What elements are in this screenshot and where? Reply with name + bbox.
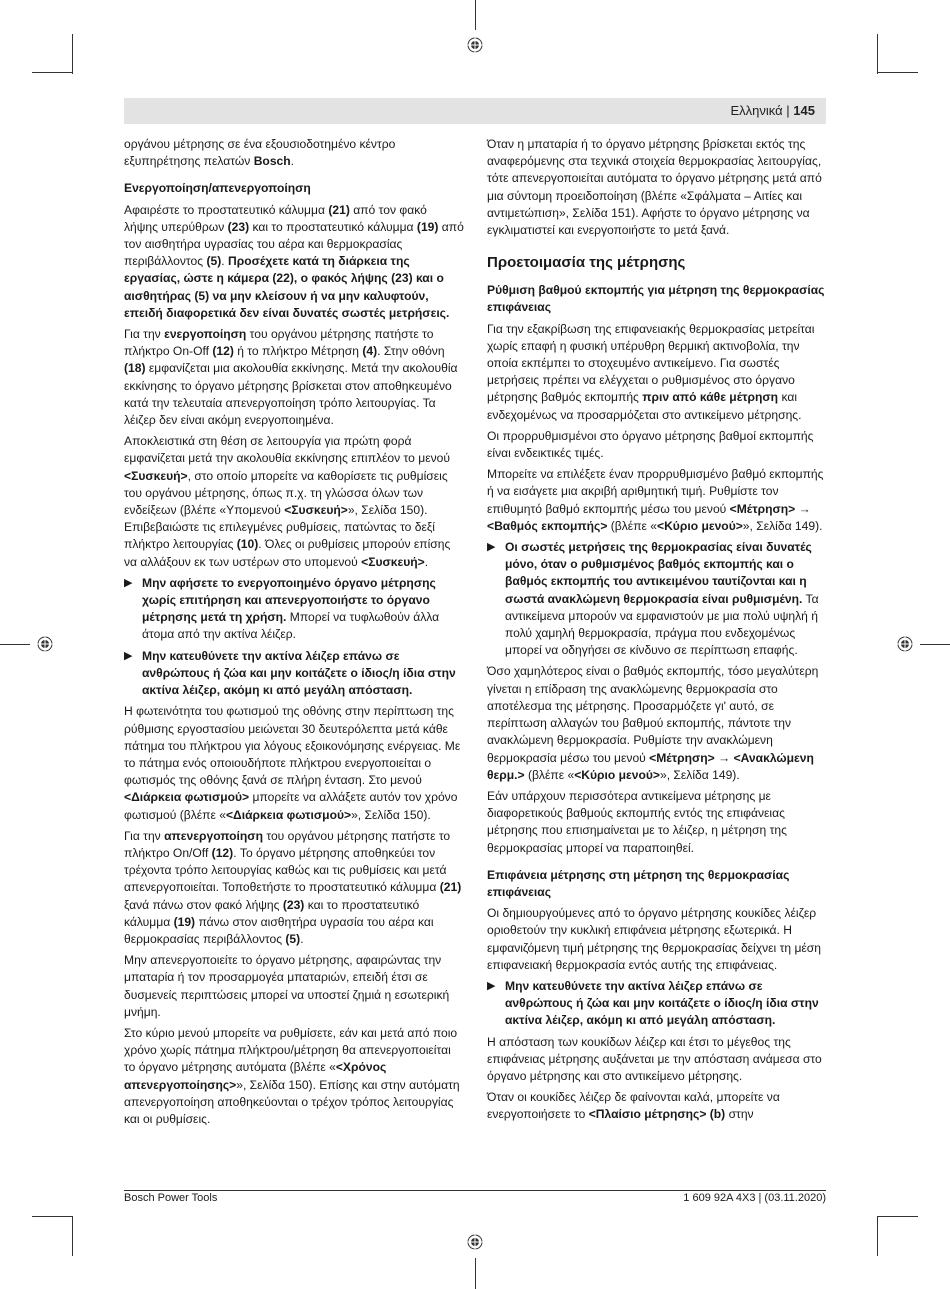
text-run: Αφαιρέστε το προστατευτικό κάλυμμα [124,202,329,217]
center-mark-bottom-v [475,1258,476,1289]
page-number: 145 [793,103,815,118]
text-run: Για την εξακρίβωση της επιφανειακής θερμοκρασίας μετρείται χωρίς επαφή η φυσική υπέρυθρη θερμική ακτινοβολία, την οποία εκπέμπει το στοχευμένο αντικείμενο. Για σωστές μετρήσεις πρέπει να ελέγχεται ο ρυθμισμένος στο όργανο μέτρησης βαθμός εκπομπής [487,321,815,405]
text-run: . Το όργανο μέτρησης αποθηκεύει τον τρέχοντα τρόπο λειτουργίας καθώς και τις ρυθμίσεις και μετά απενεργοποιείται. Τοποθετήστε το προστατευτικό κάλυμμα [124,845,447,895]
warning-bullet [124,648,464,700]
text-run: του οργάνου μέτρησης πατήστε το πλήκτρο On/Off [124,828,451,860]
paragraph [487,905,827,974]
text-run: από τον αισθητήρα υγρασίας του αέρα και θερμοκρασίας περιβάλλοντος [124,219,464,269]
text-run: → [795,501,811,516]
paragraph [487,1034,827,1086]
bold-text: <Ανακλώμενη θερμ.> [487,750,814,782]
crop-mark-top-left-v [72,34,73,74]
center-mark-left-h [0,644,30,645]
paragraph [487,428,827,462]
bold-text: <Μέτρηση> [729,501,796,516]
text-run: Όσο χαμηλότερος είναι ο βαθμός εκπομπής, τόσο μεγαλύτερη γίνεται η επίδραση της ανακλώμενης θερμοκρασία στο αποτέλεσμα της μέτρησης. Προσαρμόζετε γι' αυτό, σε περίπτωση αλλαγών του βαθμού εκπομπής, πάντοτε την ανακλώμενη θερμοκρασία. Ρυθμίστε την ανακλώμενη θερμοκρασία μέσω του μενού [487,664,819,765]
text-run: Όταν η μπαταρία ή το όργανο μέτρησης βρίσκεται εκτός της αναφερόμενης στα τεχνικά στοιχεία θερμοκρασίας λειτουργίας, τότε απενεργοποιείται αυτόματα το όργανο μέτρησης μετά από μια σύντομη προειδοποίηση (βλέπε «Σφάλματα – Αιτίες και αντιμετώπιση», Σελίδα 151). Αφήστε το όργανο μέτρησης να εγκλιματιστεί και ενεργοποιήστε το μετά ξανά. [487,137,822,238]
center-mark-right-h [920,644,950,645]
text-run: . Όλες οι ρυθμίσεις μπορούν επίσης να αλλάξουν εκ των υστέρων στο υπομενού [124,537,451,569]
registration-crosshair-left-icon [36,635,54,653]
paragraph [124,326,464,429]
text-run: στην [725,1107,754,1122]
paragraph [487,136,827,239]
text-run: . [424,554,429,569]
bold-text: <Διάρκεια φωτισμού> [225,807,352,822]
registration-crosshair-bottom-icon [466,1233,484,1251]
bullet-arrow-icon: ▶ [487,541,496,554]
text-run: και το προστατευτικό κάλυμμα [124,897,420,929]
paragraph [124,1025,464,1128]
crop-mark-bottom-right-v [877,1216,878,1256]
text-run: », Σελίδα 150). Επιβεβαιώστε τις επιλεγμένες ρυθμίσεις, πατώντας το δεξί πλήκτρο λειτουργίας [124,503,435,552]
footer-brand: Bosch Power Tools [124,1192,218,1204]
text-run: Μπορείτε να επιλέξετε έναν προρρυθμισμένο βαθμό εκπομπής ή να εισάγετε μια ακριβή αριθμητική τιμή. Ρυθμίστε τον επιθυμητό βαθμό εκπομπής μέσω του μενού [487,467,824,516]
bold-text: (18) [124,361,146,376]
text-run: και ενδεχομένως να προσαρμόζεται στο αντικείμενο μέτρησης. [487,390,802,422]
paragraph [487,663,827,783]
text-run: ή το πλήκτρο Μέτρηση [233,344,363,359]
bold-text: (10) [236,537,259,552]
bold-text: (12) [211,845,234,860]
text-run: », Σελίδα 150). [351,807,431,822]
bold-text: Προσέχετε κατά τη διάρκεια της εργασίας, ώστε η κάμερα (22), ο φακός λήψης (23) και ο αισθητήρας (5) να μην κλείσουν ή να μην καλυφτούν, επειδή διαφορετικά δεν είναι δυνατές σωστές μετρήσεις. [124,254,450,320]
bold-text: (12) [212,344,234,359]
text-run: → [714,750,734,765]
text-run: μπορείτε να αλλάξετε αυτόν τον χρόνο φωτισμού (βλέπε « [124,790,458,822]
text-run: εμφανίζεται μια ακολουθία εκκίνησης. Μετά την ακολουθία εκκίνησης το όργανο μέτρησης βρίσκεται στον αποθηκευμένο κατά την τελευταία απενεργοποίηση τρόπο λειτουργίας. Τα λέιζερ δεν είναι ακόμη ενεργοποιημένα. [124,361,458,428]
bold-text: (5) [206,254,222,269]
bold-text: Οι σωστές μετρήσεις της θερμοκρασίας είναι δυνατές μόνο, όταν ο ρυθμισμένος βαθμός εκπομπής και ο βαθμός εκπομπής του αντικειμένου ταυτίζονται και η σωστά ανακλώμενη θερμοκρασία είναι ρυθμισμένη. [505,540,812,606]
text-run: (βλέπε « [524,767,575,782]
section-heading [487,867,827,901]
crop-mark-bottom-left-h [32,1216,72,1217]
text-run: . Στην οθόνη [377,344,445,359]
paragraph [124,136,464,170]
section-heading [124,180,464,197]
bold-text: <Συσκευή> [284,503,348,518]
text-run: . [290,154,295,169]
text-run: Όταν οι κουκίδες λέιζερ δε φαίνονται καλά, μπορείτε να ενεργοποιήσετε το [487,1090,780,1122]
header-language: Ελληνικά [730,103,783,118]
bold-text: (5) [285,931,301,946]
bold-text: (21) [328,202,350,217]
bold-text: Bosch [253,154,291,169]
text-run: Ρύθμιση βαθμού εκπομπής για μέτρηση της θερμοκρασίας επιφάνειας [487,283,825,315]
bold-text: (21) [439,880,462,895]
crop-mark-top-right-v [877,34,878,74]
header-separator: | [786,103,790,118]
bullet-arrow-icon: ▶ [124,649,133,662]
crop-mark-top-left-h [32,72,72,73]
text-run: (βλέπε « [607,518,658,533]
bold-text: Μην κατευθύνετε την ακτίνα λέιζερ επάνω σε ανθρώπους ή ζώα και μην κοιτάζετε ο ίδιος/η ίδια στην ακτίνα λέιζερ, ακόμη κι από μεγάλη απόσταση. [142,648,456,698]
bold-text: (19) [173,914,196,929]
page-header [731,103,816,118]
text-run: Μην απενεργοποιείτε το όργανο μέτρησης, αφαιρώντας την μπαταρία ή τον προσαρμογέα μπαταριών, επειδή έτσι σε δυσμενείς περιπτώσεις μπορεί να υποστεί ζημιά η εσωτερική μνήμη. [124,953,450,1019]
text-run: Προετοιμασία της μέτρησης [487,254,686,272]
text-run: και το προστατευτικό κάλυμμα [249,219,417,234]
text-run: Εάν υπάρχουν περισσότερα αντικείμενα μέτρησης με διαφορετικούς βαθμούς εκπομπής εντός της επιφάνειας μέτρησης που επισημαίνεται με το λέιζερ, η μέτρηση της θερμοκρασίας μπορεί να παραποιηθεί. [487,788,787,855]
center-mark-top-v [475,0,476,30]
bold-text: (23) [227,219,250,234]
bold-text: <Κύριο μενού> [574,767,660,782]
text-run: Οι δημιουργούμενες από το όργανο μέτρησης κουκίδες λέιζερ οριοθετούν την κυκλική επιφάνεια μέτρησης εξωτερικά. Η εμφανιζόμενη τιμή μέτρησης της θερμοκρασίας δείχνει τη μέση επιφανειακή θερμοκρασία εντός αυτής της επιφάνειας. [487,906,821,972]
text-run: από τον φακό λήψης υπερύθρων [124,202,427,234]
text-run: Οι προρρυθμισμένοι στο όργανο μέτρησης βαθμοί εκπομπής είναι ενδεικτικές τιμές. [487,428,814,461]
paragraph [124,828,464,948]
text-run: », Σελίδα 149). [742,518,823,533]
bold-text: <Συσκευή> [361,554,425,569]
section-heading [487,282,827,316]
paragraph [124,433,464,571]
bold-text: <Βαθμός εκπομπής> [487,518,608,533]
bold-text: (19) [416,219,439,234]
paragraph [487,466,827,535]
warning-bullet [487,978,827,1030]
text-run: Επιφάνεια μέτρησης στη μέτρηση της θερμοκρασίας επιφάνειας [487,867,790,899]
bullet-arrow-icon: ▶ [487,979,496,992]
footer-doc-id: 1 609 92A 4X3 | (03.11.2020) [683,1192,826,1204]
paragraph [124,952,464,1021]
page-header-bar [124,98,826,124]
paragraph [487,788,827,857]
text-run: . [300,931,304,946]
text-run: πάνω στον αισθητήρα υγρασία του αέρα και θερμοκρασίας περιβάλλοντος [124,914,434,946]
text-run: Αποκλειστικά στη θέση σε λειτουργία για πρώτη φορά εμφανίζεται μετά την ακολουθία εκκίνησης επιπλέον το μενού [124,434,450,466]
bold-text: (4) [362,344,378,359]
text-run: », Σελίδα 150). Επίσης και στην αυτόματη απενεργοποίηση αποθηκεύονται ο τρέχον τρόπος λειτουργίας και οι ρυθμίσεις. [124,1077,460,1126]
crop-mark-bottom-right-h [878,1216,918,1217]
paragraph [487,1089,827,1123]
text-run: . [221,254,228,269]
registration-crosshair-right-icon [896,635,914,653]
text-run: του οργάνου μέτρησης πατήστε το πλήκτρο On-Off [124,327,434,359]
text-run: », Σελίδα 149). [659,767,740,782]
text-run: Η φωτεινότητα του φωτισμού της οθόνης στην περίπτωση της ρύθμισης εργοστασίου μειώνεται 30 δευτερόλεπτα μετά κάθε πάτημα του πλήκτρου για λόγους εξοικονόμησης ενέργειας. Με το πάτημα ενός οποιουδήποτε πλήκτρου ενεργοποιείται ο φωτισμός της οθόνης ξανά σε πλήρη ένταση. Στο μενού [124,704,461,788]
warning-bullet [487,539,827,659]
text-run: Ενεργοποίηση/απενεργοποίηση [124,181,311,196]
paragraph [124,703,464,823]
text-run: Μπορεί να τυφλωθούν άλλα άτομα από την ακτίνα λέιζερ. [142,610,440,642]
bold-text: Μην κατευθύνετε την ακτίνα λέιζερ επάνω σε ανθρώπους ή ζώα και μην κοιτάζετε ο ίδιος/η ίδια στην ακτίνα λέιζερ, ακόμη κι από μεγάλη απόσταση. [505,978,819,1028]
footer-rule [124,1190,826,1191]
text-run: Τα αντικείμενα μπορούν να εμφανιστούν με μια πολύ υψηλή ή πολύ χαμηλή θερμοκρασία, πράγμα που ενδεχομένως μπορεί να οδηγήσει σε κίνδυνο σε περίπτωση επαφής. [505,591,819,658]
text-run: Στο κύριο μενού μπορείτε να ρυθμίσετε, εάν και μετά από ποιο χρόνο χωρίς πάτημα πλήκτρου/μέτρηση θα απενεργοποιείται το όργανο μέτρησης αυτόματα (βλέπε « [124,1025,458,1075]
bold-text: Μην αφήσετε το ενεργοποιημένο όργανο μέτρησης χωρίς επιτήρηση και απενεργοποιήστε το όργανο μέτρησης μετά τη χρήση. [142,575,436,625]
bold-text: <Μέτρηση> [649,750,715,765]
paragraph [124,202,464,322]
bold-text: <Πλαίσιο μέτρησης> [588,1107,707,1122]
right-column [487,136,827,1128]
bold-text: <Χρόνος απενεργοποίησης> [124,1060,387,1092]
crop-mark-top-right-h [878,72,918,73]
text-run: Για την [124,327,165,342]
chapter-heading [487,253,827,272]
bold-text: (23) [282,897,305,912]
bold-text: <Κύριο μενού> [657,518,743,533]
bold-text: πριν από κάθε μέτρηση [642,390,779,405]
bold-text: απενεργοποίηση [164,828,263,843]
registration-crosshair-top-icon [466,36,484,54]
text-run: ξανά πάνω στον φακό λήψης [124,897,283,912]
text-run: , στο οποίο μπορείτε να καθορίσετε τις ρυθμίσεις του οργάνου μέτρησης, όπως π.χ. τη γλώσσα όλων των ενδείξεων (βλέπε «Υπομενού [124,468,448,518]
bullet-arrow-icon: ▶ [124,576,133,589]
warning-bullet [124,575,464,644]
text-run: Για την [124,828,165,843]
bold-text: ενεργοποίηση [164,327,247,342]
bold-text: (b) [709,1107,726,1122]
bold-text: <Διάρκεια φωτισμού> [124,790,250,805]
crop-mark-bottom-left-v [72,1216,73,1256]
left-column [124,136,464,1132]
text-run: Η απόσταση των κουκίδων λέιζερ και έτσι το μέγεθος της επιφάνειας μέτρησης αυξάνεται με την απόσταση ανάμεσα στο όργανο μέτρησης και στο αντικείμενο μέτρησης. [487,1034,822,1083]
bold-text: <Συσκευή> [124,468,188,483]
paragraph [487,321,827,424]
text-run: οργάνου μέτρησης σε ένα εξουσιοδοτημένο κέντρο εξυπηρέτησης πελατών [124,137,396,169]
